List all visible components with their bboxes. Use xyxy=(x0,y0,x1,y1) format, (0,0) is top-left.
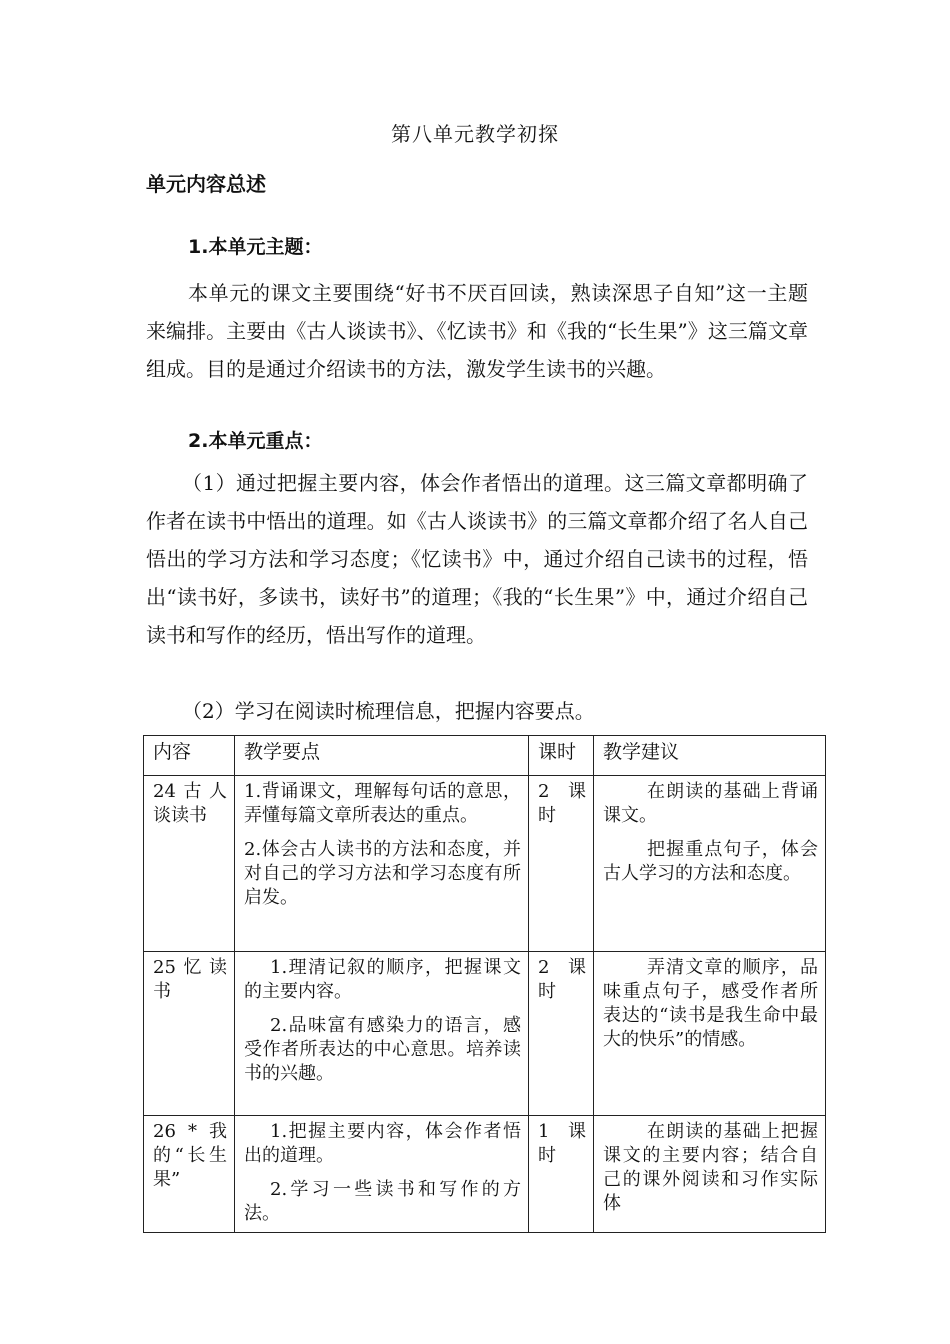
row-content: 24古人谈读书 xyxy=(144,776,235,952)
header-teaching-suggestions: 教学建议 xyxy=(594,736,826,776)
row-points xyxy=(235,952,529,1116)
table-header-row xyxy=(144,736,826,776)
teaching-suggestion: 在朗读的基础上背诵课文。 xyxy=(603,781,818,826)
teaching-point: 2.体会古人读书的方法和态度，并对自己的学习方法和学习态度有所启发。 xyxy=(244,839,521,908)
row-points xyxy=(235,1116,529,1233)
teaching-point: 1.背诵课文，理解每句话的意思，弄懂每篇文章所表达的重点。 xyxy=(244,781,521,826)
header-content: 内容 xyxy=(144,736,235,776)
table-row xyxy=(144,776,826,952)
table-row xyxy=(144,952,826,1116)
focus-heading: 2.本单元重点： xyxy=(188,430,323,452)
teaching-point: 1.把握主要内容，体会作者悟出的道理。 xyxy=(244,1121,521,1166)
teaching-point: 2.品味富有感染力的语言，感受作者所表达的中心意思。培养读书的兴趣。 xyxy=(244,1015,521,1084)
row-points xyxy=(235,776,529,952)
document-title: 第八单元教学初探 xyxy=(391,122,559,146)
row-hours: 2 课时 xyxy=(529,776,594,952)
header-class-hours: 课时 xyxy=(529,736,594,776)
table-row xyxy=(144,1116,826,1233)
focus-point-2: （2）学习在阅读时梳理信息，把握内容要点。 xyxy=(182,699,595,723)
row-hours: 1 课时 xyxy=(529,1116,594,1233)
lesson-plan-table xyxy=(143,735,826,1233)
row-content: 26 * 我的“长生果” xyxy=(144,1116,235,1233)
theme-paragraph: 本单元的课文主要围绕“好书不厌百回读，熟读深思子自知”这一主题来编排。主要由《古人谈读书》、《忆读书》和《我的“长生果”》这三篇文章组成。目的是通过介绍读书的方法，激发学生读书的兴趣。 xyxy=(146,281,808,381)
row-suggestions xyxy=(594,776,826,952)
section-heading: 单元内容总述 xyxy=(146,172,266,196)
teaching-suggestion: 把握重点句子，体会古人学习的方法和态度。 xyxy=(603,839,818,884)
teaching-point: 2.学习一些读书和写作的方法。 xyxy=(244,1179,521,1224)
row-content: 25忆读书 xyxy=(144,952,235,1116)
teaching-point: 1.理清记叙的顺序，把握课文的主要内容。 xyxy=(244,957,521,1002)
teaching-suggestion: 在朗读的基础上把握课文的主要内容；结合自己的课外阅读和习作实际体 xyxy=(603,1121,818,1214)
theme-heading: 1.本单元主题： xyxy=(188,236,323,258)
header-teaching-points: 教学要点 xyxy=(235,736,529,776)
focus-point-1: （1）通过把握主要内容，体会作者悟出的道理。这三篇文章都明确了作者在读书中悟出的道理。如《古人谈读书》的三篇文章都介绍了名人自己悟出的学习方法和学习态度；《忆读书》中，通过介绍自己读书的过程，悟出“读书好，多读书，读好书”的道理；《我的“长生果”》中，通过介绍自己读书和写作的经历，悟出写作的道理。 xyxy=(146,471,808,647)
teaching-suggestion: 弄清文章的顺序，品味重点句子，感受作者所表达的“读书是我生命中最大的快乐”的情感。 xyxy=(603,957,818,1050)
row-hours: 2 课时 xyxy=(529,952,594,1116)
row-suggestions xyxy=(594,1116,826,1233)
row-suggestions xyxy=(594,952,826,1116)
